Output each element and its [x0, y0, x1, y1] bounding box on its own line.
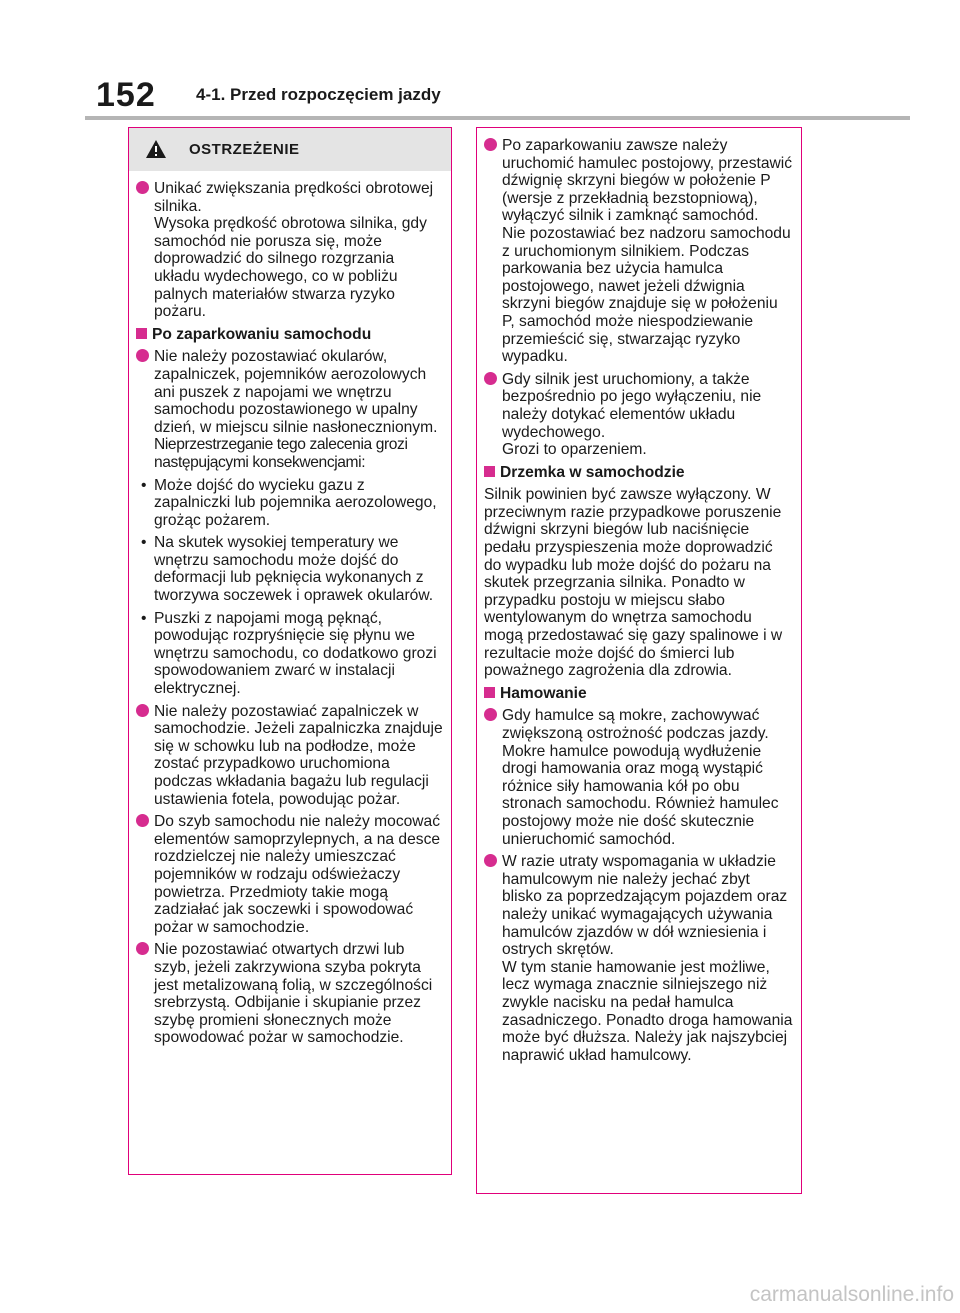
dot-item-text: Może dojść do wycieku gazu z zapalniczki lub pojemnika aerozolowego, grożąc pożarem.	[154, 476, 437, 529]
list-item	[484, 707, 794, 848]
warning-title: OSTRZEŻENIE	[189, 141, 300, 158]
bullet-icon	[136, 704, 149, 717]
item-body: Grozi to oparzeniem.	[502, 441, 647, 459]
item-lead: Unikać zwiększania prędkości obrotowej silnika.	[154, 180, 434, 215]
paragraph: Silnik powinien być zawsze wyłączony. W przeciwnym razie przypadkowe poruszenie dźwigni skrzyni biegów lub naciśnięcie pedału przyspieszenia może doprowadzić do wypadku lub może dojść do pożaru na skutek przegrzania silnika. Ponadto w przypadku postoju w miejscu słabo wentylowanym do wnętrza samochodu mogą przedostawać się gazy spalinowe i w rezultacie może dojść do śmierci lub poważnego zagrożenia dla zdrowia.	[484, 486, 783, 680]
header-divider	[85, 116, 910, 120]
warning-triangle-icon	[145, 139, 167, 159]
dot-item-text: Na skutek wysokiej temperatury we wnętrzu samochodu może dojść do deformacji lub pęknięcia wykonanych z tworzywa soczewek i oprawek okularów.	[154, 534, 434, 605]
subheading	[484, 464, 794, 482]
item-lead: Gdy hamulce są mokre, zachowywać zwiększoną ostrożność podczas jazdy.	[502, 707, 769, 742]
watermark: carmanualsonline.info	[749, 1283, 954, 1306]
list-item	[136, 180, 444, 321]
page-number: 152	[96, 76, 156, 114]
bullet-icon	[484, 372, 497, 385]
square-bullet-icon	[136, 328, 147, 339]
warning-header	[129, 128, 451, 171]
list-item	[136, 813, 444, 936]
warning-content	[484, 137, 794, 1069]
list-item	[136, 348, 444, 471]
item-text: Do szyb samochodu nie należy mocować elementów samoprzylepnych, a na desce rozdzielczej nie należy umieszczać pojemników w rodzaju odświeżaczy powietrza. Przedmioty takie mogą zadziałać jak soczewki i spowodować pożar w samochodzie.	[154, 813, 441, 936]
item-lead: Po zaparkowaniu zawsze należy uruchomić hamulec postojowy, przestawić dźwignię skrzyni biegów w położenie P (wersje z przekładnią bezstopniową), wyłączyć silnik i zamknąć samochód.	[502, 137, 793, 225]
subheading-text: Drzemka w samochodzie	[500, 463, 685, 481]
bullet-icon	[136, 349, 149, 362]
dot-list-item	[136, 534, 444, 604]
square-bullet-icon	[484, 466, 495, 477]
bullet-icon	[484, 138, 497, 151]
warning-box-continued	[476, 127, 802, 1194]
item-lead: W razie utraty wspomagania w układzie hamulcowym nie należy jechać zbyt blisko za poprzedzającym pojazdem oraz należy unikać wymagających używania hamulców zjazdów w dół wzniesienia i ostrych skrętów.	[502, 853, 788, 959]
dot-item-text: Puszki z napojami mogą pęknąć, powodując rozpryśnięcie się płynu we wnętrzu samochodu, co dodatkowo grozi spowodowaniem zwarć w instalacji elektrycznej.	[154, 609, 437, 698]
list-item	[484, 853, 794, 1064]
list-item	[136, 703, 444, 809]
item-body: Nie pozostawiać bez nadzoru samochodu z uruchomionym silnikiem. Podczas parkowania bez użycia hamulca postojowego, nawet jeżeli dźwignia skrzyni biegów znajduje się w położeniu P, samochód może niespodziewanie przemieścić się, stwarzając ryzyko wypadku.	[502, 224, 791, 366]
subheading	[136, 326, 444, 344]
bullet-icon	[136, 814, 149, 827]
bullet-icon	[136, 942, 149, 955]
item-body: Nieprzestrzeganie tego zalecenia grozi następującymi konsekwencjami:	[154, 436, 408, 471]
warning-box	[128, 127, 452, 1175]
bullet-icon	[484, 854, 497, 867]
bullet-icon	[484, 708, 497, 721]
item-body: W tym stanie hamowanie jest możliwe, lecz wymaga znacznie silniejszego niż zwykle nacisku na pedał hamulca zasadniczego. Ponadto droga hamowania może być dłuższa. Należy jak najszybciej naprawić układ hamulcowy.	[502, 958, 793, 1064]
list-item	[136, 941, 444, 1047]
item-body: Wysoka prędkość obrotowa silnika, gdy samochód nie porusza się, może doprowadzić do silnego rozgrzania układu wydechowego, co w pobliżu palnych materiałów stwarza ryzyko pożaru.	[154, 215, 427, 321]
dot-bullet-icon: •	[141, 609, 147, 627]
subheading	[484, 685, 794, 703]
item-body: Mokre hamulce powodują wydłużenie drogi hamowania oraz mogą wystąpić różnice siły hamowania kół po obu stronach samochodu. Również hamulec postojowy może nie dość skutecznie unieruchomić samochód.	[502, 742, 779, 848]
warning-content	[136, 180, 444, 1052]
subheading-text: Hamowanie	[500, 684, 587, 702]
list-item	[484, 371, 794, 459]
square-bullet-icon	[484, 687, 495, 698]
list-item	[484, 137, 794, 366]
bullet-icon	[136, 181, 149, 194]
item-text: Nie należy pozostawiać zapalniczek w samochodzie. Jeżeli zapalniczka znajduje się w schowku lub na podłodze, może zostać przypadkowo uruchomiona podczas wkładania bagażu lub regulacji ustawienia fotela, powodując pożar.	[154, 702, 443, 808]
dot-list-item	[136, 610, 444, 698]
subheading-text: Po zaparkowaniu samochodu	[152, 325, 372, 343]
dot-bullet-icon: •	[141, 534, 147, 552]
item-lead: Gdy silnik jest uruchomiony, a także bezpośrednio po jego wyłączeniu, nie należy dotykać elementów układu wydechowego.	[502, 370, 762, 441]
item-lead: Nie należy pozostawiać okularów, zapalniczek, pojemników aerozolowych ani puszek z napojami we wnętrzu samochodu pozostawionego w upalny dzień, w miejscu silnie nasłonecznionym.	[154, 348, 438, 436]
section-title: 4-1. Przed rozpoczęciem jazdy	[196, 85, 441, 104]
dot-bullet-icon: •	[141, 476, 147, 494]
dot-list-item	[136, 477, 444, 530]
item-text: Nie pozostawiać otwartych drzwi lub szyb, jeżeli zakrzywiona szyba pokryta jest metalizowaną folią, w szczególności srebrzystą. Odbijanie i skupianie przez szybę promieni słonecznych może spowodować pożar w samochodzie.	[154, 941, 433, 1047]
